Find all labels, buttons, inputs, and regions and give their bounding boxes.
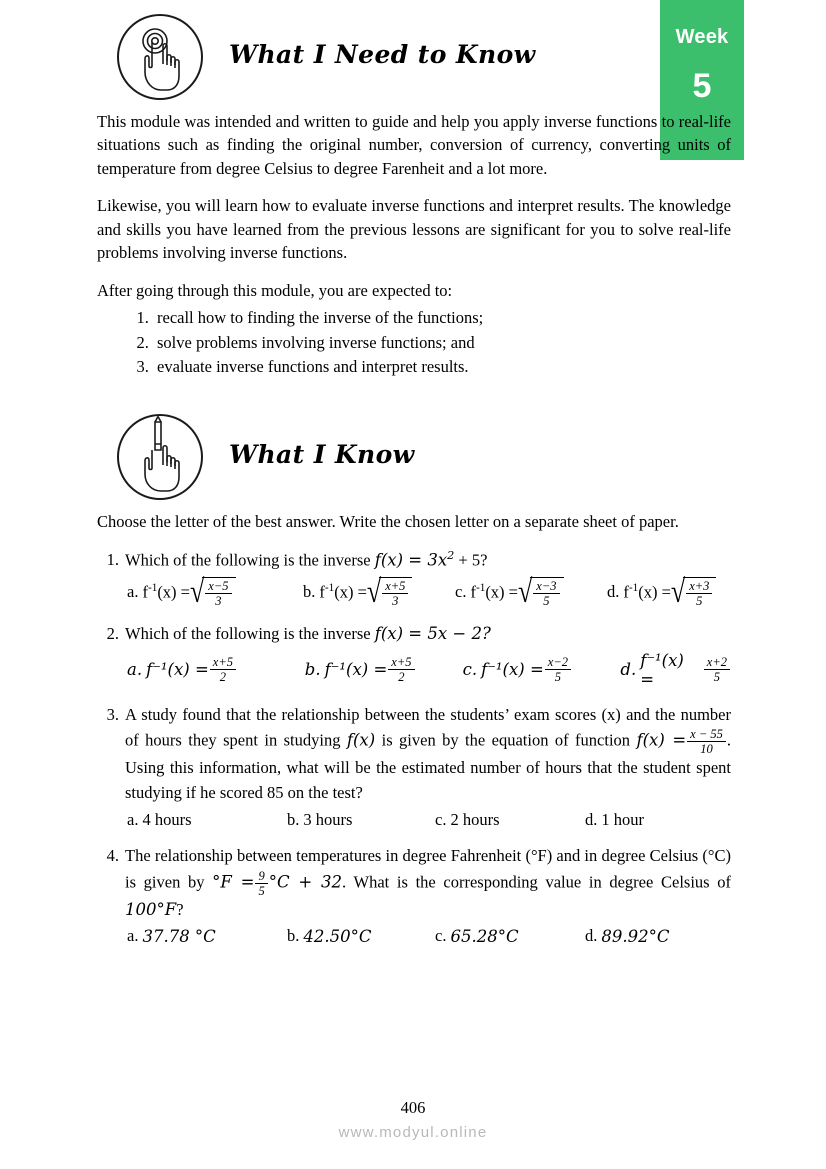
- list-item: 3. evaluate inverse functions and interpret results.: [153, 355, 731, 380]
- formula-lhs: °F =: [212, 871, 255, 891]
- question-text: [125, 622, 731, 647]
- fraction: [210, 655, 236, 684]
- section-header-what-i-need-to-know: [97, 14, 731, 110]
- choice-d[interactable]: [585, 810, 644, 830]
- fraction-numerator: x+5: [212, 655, 234, 670]
- choice-expression: $f^{-1}(x)$ =: [623, 582, 671, 602]
- quiz-question-2: [97, 622, 731, 647]
- fraction-numerator: x+5: [385, 578, 406, 593]
- choice-d[interactable]: [585, 926, 670, 946]
- question-part-1: A study found that the relationship between the students’ exam scores (x) and the number of hours they spent in studying: [125, 704, 731, 750]
- section-header-what-i-know: [97, 414, 731, 510]
- choice-label: c.: [435, 926, 447, 946]
- section-title: What I Know: [229, 440, 415, 470]
- fraction-denominator: 10: [687, 741, 726, 756]
- choice-text: 42.50°C: [303, 926, 372, 946]
- choice-label: b.: [304, 660, 321, 680]
- week-number: 5: [692, 67, 712, 105]
- fraction-numerator: x−3: [536, 578, 557, 593]
- fraction-numerator: x+3: [689, 578, 710, 593]
- choice-b[interactable]: [287, 810, 435, 830]
- choice-label: a.: [127, 660, 143, 680]
- choice-label: a.: [127, 809, 139, 829]
- sqrt-icon: √ $\frac{x+5}{3}$: [367, 577, 413, 608]
- choices-q3: [127, 810, 731, 830]
- choice-b[interactable]: [305, 651, 463, 689]
- fraction-denominator: 2: [210, 669, 236, 684]
- question-part-3: ?: [176, 899, 184, 919]
- fraction-numerator: x−5: [208, 578, 229, 593]
- fraction-numerator: x − 55: [690, 727, 723, 742]
- question-exponent: 2: [447, 548, 455, 562]
- sqrt-icon: √ $\frac{x-5}{3}$: [190, 577, 236, 608]
- quiz-block: [97, 548, 731, 947]
- fraction-numerator: x+2: [706, 655, 727, 670]
- choice-d[interactable]: [607, 573, 716, 610]
- list-item: 2. solve problems involving inverse functions; and: [153, 331, 731, 356]
- hand-touch-icon: [117, 14, 203, 100]
- choice-label: c.: [455, 582, 467, 602]
- sqrt-icon: √ $\frac{x-3}{5}$: [518, 577, 564, 608]
- choice-label: b.: [287, 809, 300, 829]
- section-title: What I Need to Know: [229, 40, 536, 69]
- choice-expression: f⁻¹(x) =: [324, 660, 388, 680]
- question-text-before: Which of the following is the inverse: [125, 550, 375, 570]
- choice-label: a.: [127, 926, 139, 946]
- question-number: 4.: [106, 845, 119, 865]
- hand-pencil-icon: [117, 414, 203, 500]
- quiz-question-4: [97, 844, 731, 923]
- quiz-question-1: [97, 548, 731, 573]
- question-number: 1.: [106, 549, 119, 569]
- question-value: 100°F: [125, 899, 177, 919]
- choice-text: 37.78 °C: [142, 926, 216, 946]
- week-label: Week: [675, 26, 729, 48]
- question-text: [125, 548, 731, 573]
- choices-q2: [127, 651, 731, 689]
- choice-a[interactable]: [127, 926, 287, 946]
- choice-label: c.: [462, 660, 478, 680]
- choice-b[interactable]: [287, 926, 435, 946]
- fraction: [388, 655, 414, 684]
- sqrt-icon: √ $\frac{x+3}{5}$: [671, 577, 717, 608]
- choice-label: a.: [127, 582, 139, 602]
- question-function: f(x) = 3x: [374, 550, 448, 570]
- question-function: f(x) = 5x − 2?: [374, 623, 491, 643]
- fraction-denominator: 5: [533, 593, 559, 608]
- formula-rhs: °C + 32: [268, 871, 343, 891]
- quiz-instruction: Choose the letter of the best answer. Write the chosen letter on a separate sheet of paper.: [97, 512, 679, 532]
- fraction-denominator: 5: [686, 593, 712, 608]
- choice-text: 2 hours: [450, 809, 500, 829]
- choice-text: 3 hours: [303, 809, 353, 829]
- choice-label: d.: [585, 809, 598, 829]
- choice-expression: f⁻¹(x) =: [640, 650, 684, 689]
- intro-paragraph-1: This module was intended and written to guide and help you apply inverse functions to real-life situations such as finding the original number, conversion of currency, converting units of temperature from degree Celsius to degree Farenheit and a lot more.: [97, 112, 731, 178]
- choice-label: d.: [620, 660, 637, 680]
- choice-text: 1 hour: [601, 809, 644, 829]
- watermark: www.modyul.online: [338, 1124, 488, 1141]
- question-text: [125, 844, 731, 923]
- choices-q1: [127, 573, 731, 610]
- choice-c[interactable]: [435, 926, 585, 946]
- question-part-1: The relationship between temperatures in degree Fahrenheit (°F) and in degree Celsius (°C) is given by: [125, 845, 731, 891]
- choice-d[interactable]: [620, 651, 731, 689]
- question-text-after: + 5?: [454, 550, 488, 570]
- fraction-denominator: 5: [255, 883, 267, 898]
- choice-label: d.: [585, 926, 598, 946]
- fraction: [687, 727, 726, 756]
- choice-expression: $f^{-1}(x)$ =: [470, 582, 518, 602]
- question-number: 2.: [106, 623, 119, 643]
- choice-label: b.: [303, 582, 316, 602]
- choice-text: 65.28°C: [450, 926, 519, 946]
- choice-a[interactable]: [127, 651, 305, 689]
- question-part-2: . What is the corresponding value in degree Celsius of: [342, 871, 731, 891]
- fraction-denominator: 3: [205, 593, 231, 608]
- choice-c[interactable]: [463, 651, 621, 689]
- question-part-3: . Using this information, what will be the estimated number of hours that the student spent studying if he scored 85 on the test?: [125, 730, 732, 803]
- choice-expression: $f^{-1}(x)$ =: [142, 582, 190, 602]
- list-item: 1. recall how to finding the inverse of the functions;: [153, 306, 731, 331]
- fraction-numerator: 9: [258, 868, 265, 883]
- fraction-denominator: 3: [382, 593, 408, 608]
- page-content: [97, 0, 731, 960]
- choice-expression: f⁻¹(x) =: [481, 660, 544, 680]
- fraction-denominator: 5: [704, 669, 730, 684]
- fraction: [704, 655, 730, 684]
- choice-label: d.: [607, 582, 620, 602]
- fraction-denominator: 2: [388, 669, 414, 684]
- fraction-denominator: 5: [545, 669, 571, 684]
- choice-text: 4 hours: [142, 809, 192, 829]
- choice-expression: $f^{-1}(x)$ =: [319, 582, 367, 602]
- choice-text: 89.92°C: [601, 926, 670, 946]
- choice-b[interactable]: [303, 573, 455, 610]
- fraction-numerator: x+5: [391, 655, 412, 670]
- choice-c[interactable]: [435, 810, 585, 830]
- question-text-before: Which of the following is the inverse: [125, 623, 375, 643]
- choice-c[interactable]: [455, 573, 607, 610]
- question-part-2: is given by the equation of function: [375, 730, 637, 750]
- objectives-lead-in: After going through this module, you are expected to:: [97, 280, 453, 300]
- choice-label: c.: [435, 809, 447, 829]
- page-number: 406: [400, 1098, 426, 1117]
- choice-expression: f⁻¹(x) =: [146, 660, 209, 680]
- choice-a[interactable]: [127, 573, 303, 610]
- question-fx-2: f(x) =: [636, 730, 687, 750]
- objectives-list: [97, 306, 731, 380]
- question-text: [125, 703, 731, 806]
- choice-a[interactable]: [127, 810, 287, 830]
- fraction: [255, 869, 267, 898]
- fraction: [545, 655, 571, 684]
- question-number: 3.: [106, 704, 119, 724]
- fraction-numerator: x−2: [547, 655, 569, 670]
- choices-q4: [127, 926, 731, 946]
- choice-label: b.: [287, 926, 300, 946]
- question-fx: f(x): [346, 730, 376, 750]
- quiz-question-3: [97, 703, 731, 806]
- intro-paragraph-2: Likewise, you will learn how to evaluate inverse functions and interpret results. The knowledge and skills you have learned from the previous lessons are significant for you to solve real-life problems involving inverse functions.: [97, 196, 731, 263]
